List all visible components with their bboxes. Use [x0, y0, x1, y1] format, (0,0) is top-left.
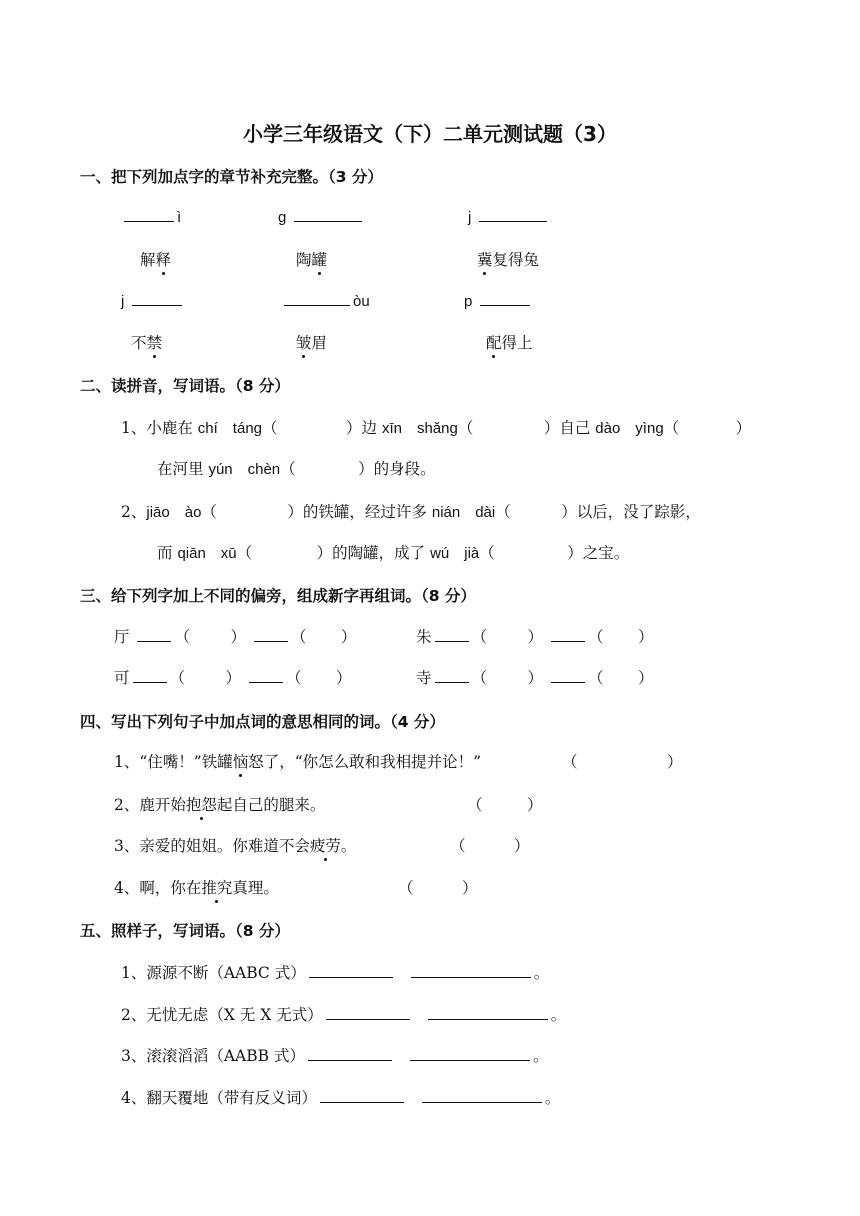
s5-item-3: 3、滚滚滔滔（AABB 式） 。	[121, 1047, 549, 1065]
s2-line-2: 在河里 yún chèn（ ）的身段。	[157, 460, 436, 478]
pinyin-blank-6: p	[464, 291, 533, 310]
word-peideshang: 配得上	[486, 334, 533, 352]
s3-item-ke: 可 （ ） （ ）	[114, 669, 352, 687]
s5-item-2: 2、无忧无虑（X 无 X 无式） 。	[121, 1006, 567, 1024]
s3-item-ting: 厅 （ ） （ ）	[114, 628, 357, 646]
s4-question-2: 2、鹿开始抱怨起自己的腿来。	[114, 796, 326, 814]
word-zhoumei: 皱眉	[296, 334, 328, 352]
s4-answer-4: （ ）	[398, 879, 478, 897]
s3-item-zhu: 朱 （ ） （ ）	[416, 628, 654, 646]
section-2-heading: 二、读拼音，写词语。（8 分）	[80, 377, 290, 395]
pinyin-blank-4: j	[121, 291, 185, 310]
s2-line-4: 而 qiān xū（ ）的陶罐，成了 wú jià（ ）之宝。	[157, 544, 630, 562]
s2-line-3: 2、jiāo ào（ ）的铁罐，经过许多 nián dài（ ）以后，没了踪影，	[121, 503, 701, 521]
s5-item-1: 1、源源不断（AABC 式） 。	[121, 964, 550, 982]
word-bujin: 不禁	[131, 334, 163, 352]
s4-answer-1: （ ）	[562, 753, 683, 771]
pinyin-blank-1: ì	[121, 207, 181, 226]
page-title: 小学三年级语文（下）二单元测试题（3）	[243, 122, 617, 146]
s4-question-3: 3、亲爱的姐姐。你难道不会疲劳。	[114, 837, 357, 855]
word-jieshi: 解释	[140, 251, 172, 269]
pinyin-blank-2: g	[278, 207, 365, 226]
section-5-heading: 五、照样子，写词语。（8 分）	[80, 922, 290, 940]
s4-question-4: 4、啊，你在推究真理。	[114, 879, 279, 897]
section-4-heading: 四、写出下列句子中加点词的意思相同的词。（4 分）	[80, 713, 445, 731]
pinyin-blank-3: j	[468, 207, 550, 226]
s4-answer-3: （ ）	[450, 837, 530, 855]
pinyin-blank-5: òu	[281, 291, 370, 310]
s5-item-4: 4、翻天覆地（带有反义词） 。	[121, 1089, 561, 1107]
s4-question-1: 1、“住嘴！”铁罐恼怒了，“你怎么敢和我相提并论！”	[114, 753, 482, 771]
section-1-heading: 一、把下列加点字的章节补充完整。（3 分）	[80, 168, 383, 186]
word-jifudetu: 冀复得兔	[477, 251, 540, 269]
s2-line-1: 1、小鹿在 chí táng（ ）边 xīn shǎng（ ）自己 dào yìng（ ）	[121, 419, 752, 437]
word-taoguan: 陶罐	[296, 251, 328, 269]
section-3-heading: 三、给下列字加上不同的偏旁，组成新字再组词。（8 分）	[80, 587, 476, 605]
s3-item-si: 寺 （ ） （ ）	[416, 669, 654, 687]
s4-answer-2: （ ）	[467, 796, 543, 814]
